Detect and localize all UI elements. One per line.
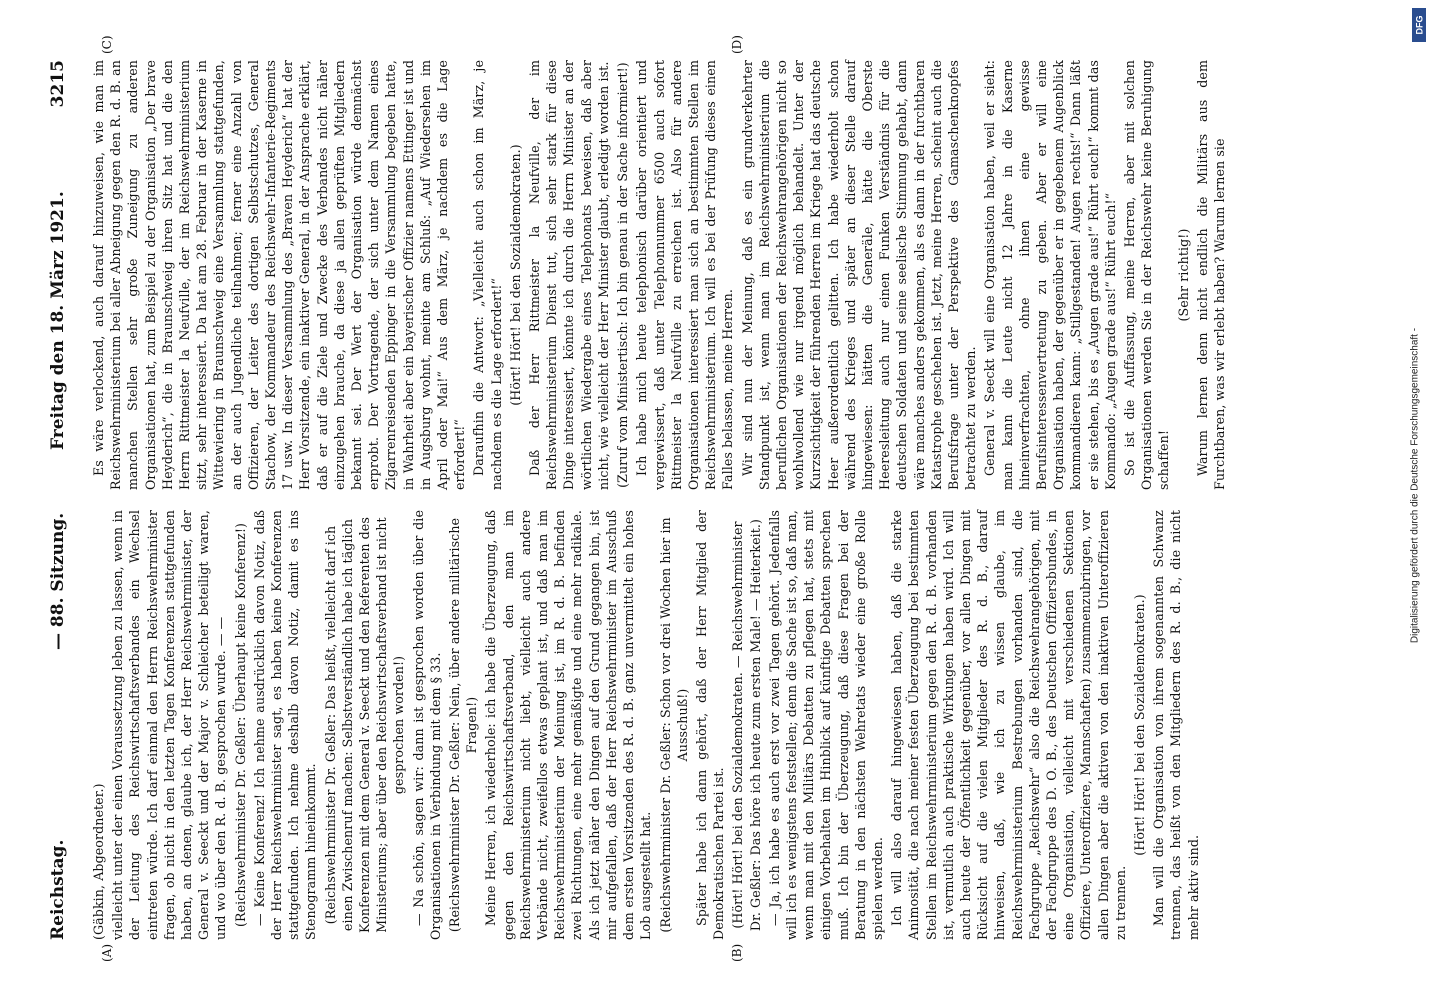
interjection: (Reichswehrminister Dr. Geßler: Das heißt, vielleicht darf ich einen Zwischenruf machen: Selbstverständlich habe ich täglich Konferenzen mit dem General v. Seeckt und den Referenten des Ministeriums; aber über den Reichswirtschaftsverband ist nicht gesprochen worden!) [322,517,407,933]
interjection: (Hört! Hört! bei den Sozialdemokraten. — Reichswehrminister Dr. Geßler: Das höre ich heute zum ersten Male! — Heiterkeit.) [730,518,763,932]
interjection: (Hört! Hört! bei den Sozialdemokraten.) [1131,594,1147,856]
paragraph: So ist die Auffassung, meine Herren, aber mit solchen Organisationen werden Sie in der Reichswehr keine Beruhigung schaffen! [1121,60,1172,490]
dfg-logo-text: DFG [1414,15,1424,35]
paragraph: General v. Seeckt will eine Organisation haben, weil er sieht: man kann die Leute nicht 12 Jahre in die Kaserne hineinverfrachten, ohne ihnen eine gewisse Berufsinteressenvertretung zu geben. Aber er will eine Organisation haben, der gegenüber er in gegebenem Augenblick kommandieren kann: „Stillgestanden! Augen rechts!“ Dann läßt er sie stehen, bis es „Augen grade aus!“ Rührt euch!“ kommt das Kommando: „Augen grade aus!“ Rührt euch!“ [982,60,1118,490]
paragraph: Meine Herren, ich wiederhole: ich habe die Überzeugung, daß gegen den Reichswirtschaftsverband, den man im Reichswehrministerium nicht liebt, vielleicht auch andere Verbände nicht, zweifellos etwas geplant ist, und daß man im Reichswehrministerium der Meinung ist, im R. d. B. befinden zwei Richtungen, eine mehr gemäßigte und eine mehr radikale. Als ich jetzt näher den Dingen auf den Grund gegangen bin, ist mir aufgefallen, daß der Herr Reichswehrminister im Ausschuß dem ersten Vorsitzenden des R. d. B. ganz unvermittelt ein hohes Lob ausgestellt hat. [483,510,654,940]
interjection: (Sehr richtig!) [1175,228,1191,322]
paragraph: Wir sind nun der Meinung, daß es ein grundverkehrter Standpunkt ist, wenn man im Reichswehrministerium die beruflichen Organisationen der Reichswehrangehörigen nicht so wohlwollend wie nur irgend möglich behandelt. Unter der Kurzsichtigkeit der führenden Herren im Kriege hat das deutsche Heer außerordentlich gelitten. Ich habe wiederholt schon während des Krieges und später an dieser Stelle darauf hingewiesen: hätten die Generäle, hätte die Oberste Heeresleitung auch nur einen Funken Verständnis für die deutschen Soldaten und seine seelische Stimmung gehabt, dann wäre manches anders gekommen, als es dann in der furchtbaren Katastrophe geschehen ist. Jetzt, meine Herren, scheint auch die Berufsfrage unter der Perspektive des Gamaschenknopfes betrachtet zu werden. [739,60,979,490]
header-date: Freitag den 18. März 1921. [48,191,68,450]
margin-marker-a: (A) [100,943,114,962]
interjection: (Zuruf vom Ministertisch: Ich bin genau in der Sache informiert!) [615,62,631,488]
header-reichstag: Reichstag. [48,839,68,940]
paragraph: — Keine Konferenz! Ich nehme ausdrücklich davon Notiz, daß der Herr Reichswehrminister sagt, es haben keine Konferenzen stattgefunden. Ich nehme deshalb davon Notiz, damit es ins Stenogramm hineinkommt. [251,510,319,940]
left-column [90,510,1350,940]
paragraph: — Na schön, sagen wir: dann ist gesprochen worden über die Organisationen in Verbindung mit dem § 33. [410,510,443,940]
margin-marker-d: (D) [730,35,744,54]
right-column [90,60,1350,490]
page-number: 3215 [48,60,68,108]
dfg-logo [1412,8,1426,42]
paragraph: Man will die Organisation von ihrem sogenannten Schwanz trennen, das heißt von den Mitgliedern des R. d. B., die nicht mehr aktiv sind. [1151,510,1201,940]
interjection: (Reichswehrminister Dr. Geßler: Überhaupt keine Konferenz!) [232,522,248,928]
digitization-credit [1405,10,1431,990]
credit-text: Digitalisierung gefördert durch die Deutsche Forschungsgemeinschaft - [1409,327,1421,644]
page-header [40,60,80,940]
paragraph: Warum lernen denn nicht endlich die Militärs aus dem Furchtbaren, was wir erlebt haben? Warum lernen sie [1194,60,1227,490]
paragraph: Daß der Herr Rittmeister la Neufville, der im Reichswehrministerium Dienst tut, sich sehr stark für diese Dinge interessiert, könnte ich durch die Herrn Minister an der wörtlichen Wiedergabe eines Telephonats beweisen, daß aber nicht, wie vielleicht der Herr Minister glaubt, erledigt worden ist. [527,60,611,490]
paragraph: — Ja, ich habe es auch erst vor zwei Tagen gehört. Jedenfalls will ich es wenigstens feststellen; denn die Sache ist so, daß man, wenn man mit den Militärs Debatten zu pflegen hat, stets mit einigen Vorbehalten im Hinblick auf künftige Debatten sprechen muß. Ich bin der Überzeugung, daß diese Fragen bei der Beratung in den nächsten Wehretats wieder eine große Rolle spielen werden. [766,510,885,940]
interjection: (Hört! Hört! bei den Sozialdemokraten.) [507,144,523,406]
margin-marker-b: (B) [730,943,744,962]
paragraph: Ich will also darauf hingewiesen haben, daß die starke Animosität, die nach meiner festen Überzeugung bei bestimmten Stellen im Reichswehrministerium gegen den R. d. B. vorhanden ist, vermutlich auch praktische Wirkungen haben wird. Ich will auch heute der Öffentlichkeit gegenüber, vor allen Dingen mit Rücksicht auf die vielen Mitglieder des R. d. B., darauf hinweisen, daß, wie ich zu wissen glaube, im Reichswehrministerium Bestrebungen vorhanden sind, die Fachgruppe „Reichswehr“ also die Reichswehrangehörigen, mit der Fachgruppe des D. O. B., des Deutschen Offiziersbundes, in eine Organisation, vielleicht mit verschiedenen Sektionen Offiziere, Unteroffiziere, Mannschaften) zusammenzubringen, vor allen Dingen aber die aktiven von den inaktiven Unteroffizieren zu trennen. [889,510,1128,940]
margin-marker-c: (C) [100,35,114,54]
paragraph: Ich habe mich heute telephonisch darüber orientiert und vergewissert, daß unter Telephonnummer 6500 auch sofort Rittmeister la Neufville zu erreichen ist. Also für andere Organisationen interessiert man sich an bestimmten Stellen im Reichswehrministerium. Ich will es bei der Prüfung dieses einen Falles belassen, meine Herren. [634,60,736,490]
paragraph: Daraufhin die Antwort: „Vielleicht auch schon im März, je nachdem es die Lage erfordert!“ [471,60,504,490]
paragraph: (Gäbkin, Abgeordneter.) [91,783,106,940]
paragraph: vielleicht unter der einen Voraussetzung leben zu lassen, wenn in der Leitung des Reichswirtschaftsverbandes ein Wechsel eintreten würde. Ich darf einmal den Herrn Reichswehrminister fragen, ob nicht in den letzten Tagen Konferenzen stattgefunden haben, an denen, glaube ich, der Herr Reichswehrminister, der General v. Seeckt und der Major v. Schleicher beteiligt waren, und wo über den R. d. B. gesprochen wurde. — — [110,510,229,940]
paragraph: Später habe ich dann gehört, daß der Herr Mitglied der Demokratischen Partei ist. [693,510,727,940]
header-session: — 88. Sitzung. [48,512,68,650]
paragraph: Es wäre verlockend, auch darauf hinzuweisen, wie man im Reichswehrministerium bei aller Abneigung gegen den R. d. B. an manchen Stellen sehr große Zuneigung zu anderen Organisationen hat, zum Beispiel zu der Organisation „Der brave Heyderich“, die in Braunschweig ihren Sitz hat und die den Herrn Rittmeister la Neufville, der im Reichswehrministerium sitzt, sehr interessiert. Da hat am 28. Februar in der Kaserne in Wittewiering in Braunschweig eine Versammlung stattgefunden, an der auch Jugendliche teilnahmen; ferner eine Anzahl von Offizieren, der Leiter des dortigen Selbstschutzes, General Stachow, der Kommandeur des Reichswehr-Infanterie-Regiments 17 usw. In dieser Versammlung des „Braven Heyderich“ hat der Herr Vorsitzende, ein inaktiver General, in der Ansprache erklärt, daß er auf die Ziele und Zwecke des Verbandes nicht näher einzugehen brauche, da diese ja allen geprüften Mitgliedern bekannt sei. Der Wert der Organisation würde demnächst erprobt. Der Vortragende, der sich unter dem Namen eines Zigarrenreisenden Eppinger in die Versammlung begeben hatte, in Wahrheit aber ein bayerischer Offizier namens Ettinger ist und in Augsburg wohnt, meinte am Schluß: „Auf Wiedersehen im April oder Mai!“ Aus dem März, je nachdem es die Lage erfordert!“ [91,60,468,490]
interjection: (Reichswehrminister Dr. Geßler: Schon vor drei Wochen hier im Ausschuß!) [657,517,690,933]
interjection: (Reichswehrminister Dr. Geßler: Nein, über andere militärische Fragen!) [447,517,480,933]
